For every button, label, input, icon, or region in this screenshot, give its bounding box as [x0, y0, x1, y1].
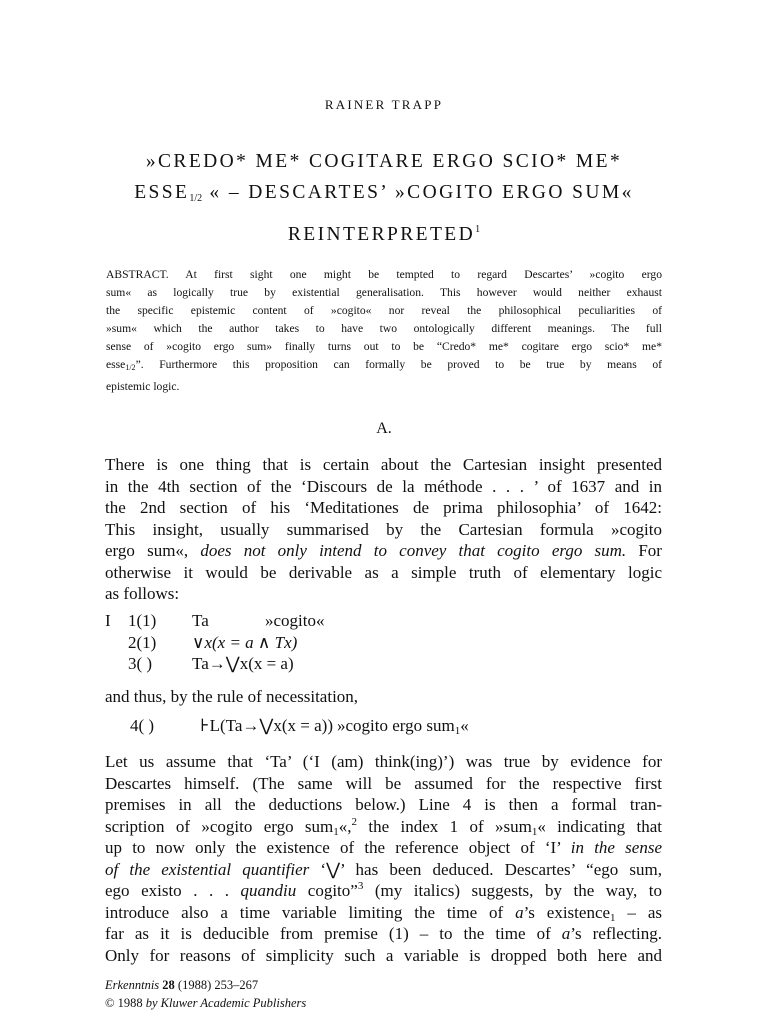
title-footnote-marker: 1: [475, 224, 481, 235]
title-line-3: [80, 214, 688, 250]
footnote-marker: 3: [357, 880, 364, 892]
subscript: 1: [531, 825, 538, 838]
derivation-formula: ⊦L(Ta→⋁x(x = a)): [200, 716, 333, 735]
paragraph-line: There is one thing that is certain about the Cartesian insight presented: [105, 455, 662, 474]
abstract-line: ABSTRACT. At first sight one might be tempted to regard Descartes’ »cogito ergo: [106, 268, 662, 281]
comment-subscript: 1: [454, 725, 461, 737]
publication-footer: [105, 977, 306, 1012]
paragraph-emphasis: in the sense: [570, 838, 662, 857]
title-line-2-start: ESSE: [134, 182, 190, 203]
abstract-line: [106, 356, 662, 377]
journal-volume: 28: [162, 978, 175, 992]
paragraph-text: For: [626, 541, 662, 560]
title-subscript: 1/2: [189, 193, 203, 204]
derivation-row: [105, 632, 405, 654]
paragraph-text: ’s existence: [523, 902, 611, 922]
paragraph-1: [105, 454, 662, 605]
derivation-formula: ∨x(x = a ∧ Tx): [192, 632, 298, 652]
paragraph-text: introduce also a time variable limiting the time of: [105, 902, 516, 922]
paragraph-line: [105, 902, 662, 924]
comment-text: »cogito ergo sum: [337, 716, 455, 735]
paragraph-line: premises in all the deductions below.) Line 4 is then a formal tran-: [105, 795, 662, 814]
title-line-3-text: REINTERPRETED: [287, 224, 476, 245]
paragraph-line: [105, 540, 662, 562]
title-line-1: »CREDO* ME* COGITARE ERGO SCIO* ME*: [145, 151, 623, 172]
and-thus-line: [105, 686, 662, 708]
derivation-comment: »cogito«: [265, 611, 325, 630]
variable: a: [515, 902, 524, 922]
comment-text: «: [460, 716, 469, 735]
abstract-line: sense of »cogito ergo sum» finally turns out to be “Credo* me* cogitare ergo scio* me*: [106, 340, 662, 354]
paragraph-line: Descartes himself. (The same will be assumed for the respective first: [105, 773, 662, 793]
copyright-year: 1988: [117, 995, 143, 1010]
derivation-row: [105, 610, 405, 632]
paragraph-line: [105, 816, 662, 838]
journal-pages: (1988) 253–267: [177, 978, 259, 992]
paragraph-emphasis: quandiu: [240, 881, 297, 900]
copyright-line: [105, 995, 306, 1013]
paragraph-line: as follows:: [105, 584, 180, 603]
abstract-line: the specific epistemic content of »cogito« nor reveal the philosophical peculiarities of: [106, 304, 662, 318]
paragraph-text: cogito”: [296, 881, 358, 900]
derivation-formula: Ta→⋁x(x = a): [192, 654, 294, 673]
derivation-step-number: 4( ): [130, 716, 155, 735]
subscript: 1: [610, 911, 616, 924]
paragraph-text: far as it is deducible from premise (1) – to the time of: [105, 924, 562, 943]
paragraph-line: This insight, usually summarised by the Cartesian formula »cogito: [105, 519, 662, 539]
article-title: [80, 146, 688, 250]
abstract: [106, 266, 662, 396]
journal-name: Erkenntnis: [105, 978, 160, 992]
footnote-marker: 2: [351, 815, 358, 828]
paragraph-2: [105, 751, 662, 966]
paragraph-text: the index 1 of »sum: [357, 816, 532, 836]
paragraph-line: [105, 880, 662, 902]
paragraph-line: otherwise it would be derivable as a simple truth of elementary logic: [105, 562, 662, 582]
paragraph-line: in the 4th section of the ‘Discours de la méthode . . . ’ of 1637 and in: [105, 476, 662, 496]
copyright-icon: ©: [105, 995, 115, 1010]
derivation-step-4: [130, 716, 469, 737]
derivation-step-number: 1(1): [128, 611, 157, 630]
title-line-2-end: « – DESCARTES’ »COGITO ERGO SUM«: [202, 182, 634, 203]
section-heading: A.: [376, 420, 392, 437]
abstract-line: sum« as logically true by existential generalisation. This however would neither exhaust: [106, 286, 662, 300]
paragraph-text: « indicating that: [537, 816, 662, 836]
paragraph-text: ergo sum«,: [105, 541, 201, 560]
citation-line: [105, 977, 306, 995]
abstract-line: »sum« which the author takes to have two ontologically different meanings. The full: [106, 322, 662, 336]
paragraph-emphasis: of the existential quantifier: [105, 859, 310, 879]
derivation-step-number: 2(1): [128, 632, 157, 652]
abstract-subscript: 1/2: [125, 363, 136, 373]
paragraph-line: Let us assume that ‘Ta’ (‘I (am) think(ing)’) was true by evidence for: [105, 752, 662, 771]
paragraph-text: (my italics) suggests, by the way, to: [363, 881, 662, 900]
derivation-comment: [337, 716, 469, 736]
abstract-esse: esse: [106, 358, 126, 372]
paragraph-text: ‘⋁’ has been deduced. Descartes’ “ego sum,: [309, 859, 662, 879]
paragraph-line: [105, 923, 662, 945]
derivation-formula: Ta: [192, 611, 209, 630]
paragraph-text: scription of »cogito ergo sum: [105, 816, 334, 836]
derivation-label: I: [105, 611, 111, 630]
publisher-name: by Kluwer Academic Publishers: [145, 995, 307, 1010]
author-name: RAINER TRAPP: [324, 97, 444, 112]
paragraph-emphasis: does not only intend to convey that cogito ergo sum.: [200, 541, 627, 560]
abstract-line-6-rest: ”. Furthermore this proposition can formally be proved to be true by means of: [135, 358, 662, 372]
paragraph-text: ego existo . . .: [105, 881, 241, 900]
derivation-step-number: 3( ): [128, 654, 153, 673]
paragraph-line: the 2nd section of his ‘Meditationes de prima philosophia’ of 1642:: [105, 498, 662, 517]
paragraph-line: [105, 837, 662, 859]
paragraph-line: [105, 859, 662, 881]
paragraph-text: up to now only the existence of the reference object of ‘I’: [105, 838, 571, 857]
paragraph-text: ’s reflecting.: [570, 924, 663, 943]
variable: a: [561, 924, 571, 943]
derivation-row: [105, 653, 405, 675]
title-line-2: [80, 177, 688, 214]
paragraph-text: – as: [615, 902, 662, 922]
subscript: 1: [333, 825, 339, 838]
paragraph-line: and thus, by the rule of necessitation,: [105, 687, 359, 706]
paragraph-text: «,: [338, 816, 352, 836]
abstract-line: epistemic logic.: [106, 379, 180, 393]
paragraph-line: Only for reasons of simplicity such a variable is dropped both here and: [105, 945, 662, 965]
derivation-block: [105, 610, 405, 675]
